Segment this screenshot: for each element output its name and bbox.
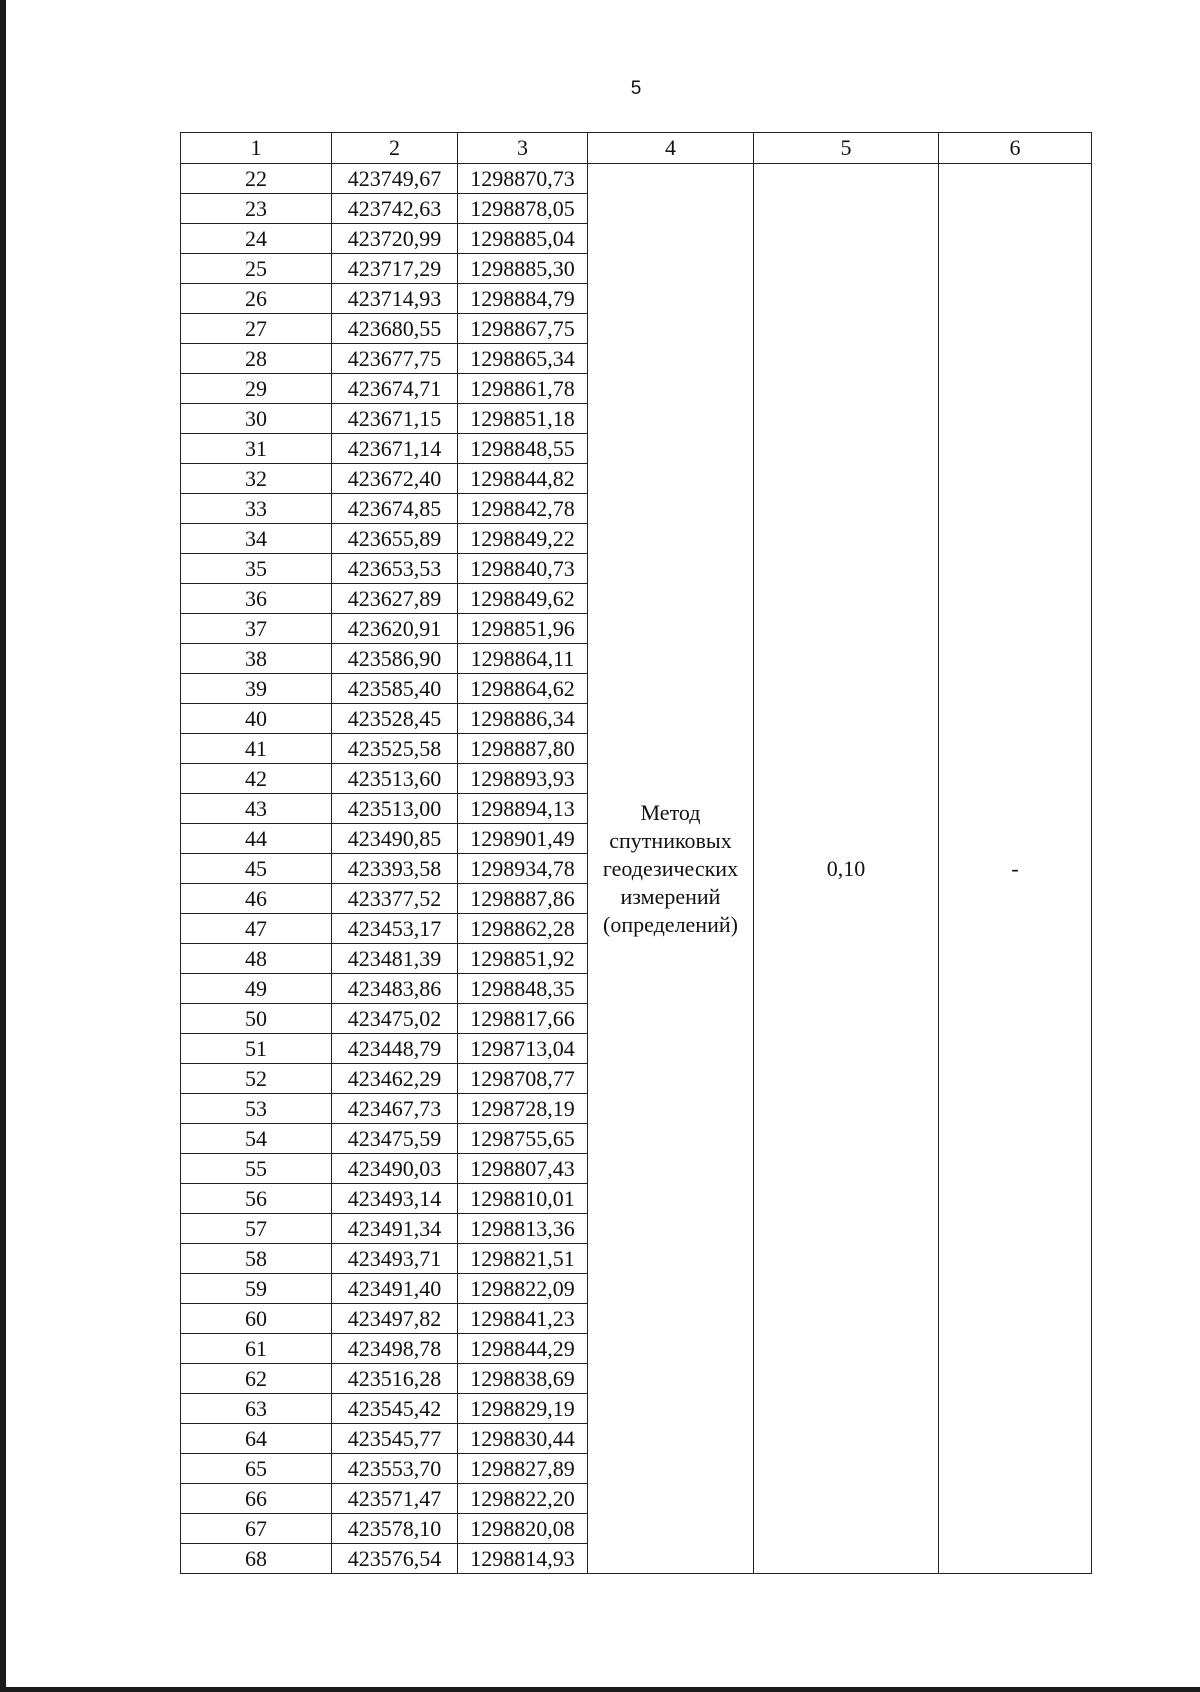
x-coordinate-cell: 423677,75 <box>332 344 458 374</box>
point-number-cell: 66 <box>181 1484 332 1514</box>
y-coordinate-cell: 1298822,09 <box>458 1274 588 1304</box>
x-coordinate-cell: 423493,71 <box>332 1244 458 1274</box>
x-coordinate-cell: 423749,67 <box>332 164 458 194</box>
point-number-cell: 54 <box>181 1124 332 1154</box>
table-header-row <box>181 133 1092 164</box>
point-number-cell: 64 <box>181 1424 332 1454</box>
point-number-cell: 41 <box>181 734 332 764</box>
point-number-cell: 56 <box>181 1184 332 1214</box>
point-number-cell: 65 <box>181 1454 332 1484</box>
y-coordinate-cell: 1298851,96 <box>458 614 588 644</box>
x-coordinate-cell: 423586,90 <box>332 644 458 674</box>
scan-bottom-edge <box>0 1687 1200 1692</box>
x-coordinate-cell: 423576,54 <box>332 1544 458 1574</box>
y-coordinate-cell: 1298830,44 <box>458 1424 588 1454</box>
point-number-cell: 25 <box>181 254 332 284</box>
point-number-cell: 37 <box>181 614 332 644</box>
x-coordinate-cell: 423513,00 <box>332 794 458 824</box>
x-coordinate-cell: 423475,02 <box>332 1004 458 1034</box>
point-number-cell: 61 <box>181 1334 332 1364</box>
y-coordinate-cell: 1298813,36 <box>458 1214 588 1244</box>
coordinates-table <box>180 132 1092 1574</box>
point-number-cell: 32 <box>181 464 332 494</box>
y-coordinate-cell: 1298817,66 <box>458 1004 588 1034</box>
y-coordinate-cell: 1298838,69 <box>458 1364 588 1394</box>
y-coordinate-cell: 1298887,86 <box>458 884 588 914</box>
y-coordinate-cell: 1298827,89 <box>458 1454 588 1484</box>
y-coordinate-cell: 1298822,20 <box>458 1484 588 1514</box>
x-coordinate-cell: 423671,14 <box>332 434 458 464</box>
y-coordinate-cell: 1298865,34 <box>458 344 588 374</box>
y-coordinate-cell: 1298885,04 <box>458 224 588 254</box>
y-coordinate-cell: 1298851,92 <box>458 944 588 974</box>
point-number-cell: 39 <box>181 674 332 704</box>
method-text-line: (определений) <box>603 911 738 937</box>
point-number-cell: 51 <box>181 1034 332 1064</box>
x-coordinate-cell: 423490,85 <box>332 824 458 854</box>
y-coordinate-cell: 1298878,05 <box>458 194 588 224</box>
y-coordinate-cell: 1298864,11 <box>458 644 588 674</box>
x-coordinate-cell: 423467,73 <box>332 1094 458 1124</box>
y-coordinate-cell: 1298849,62 <box>458 584 588 614</box>
point-number-cell: 34 <box>181 524 332 554</box>
x-coordinate-cell: 423720,99 <box>332 224 458 254</box>
point-number-cell: 26 <box>181 284 332 314</box>
point-number-cell: 48 <box>181 944 332 974</box>
header-cell-col-2: 2 <box>332 133 458 164</box>
point-number-cell: 46 <box>181 884 332 914</box>
x-coordinate-cell: 423742,63 <box>332 194 458 224</box>
x-coordinate-cell: 423680,55 <box>332 314 458 344</box>
x-coordinate-cell: 423655,89 <box>332 524 458 554</box>
y-coordinate-cell: 1298755,65 <box>458 1124 588 1154</box>
x-coordinate-cell: 423585,40 <box>332 674 458 704</box>
y-coordinate-cell: 1298864,62 <box>458 674 588 704</box>
x-coordinate-cell: 423475,59 <box>332 1124 458 1154</box>
point-number-cell: 27 <box>181 314 332 344</box>
y-coordinate-cell: 1298887,80 <box>458 734 588 764</box>
y-coordinate-cell: 1298849,22 <box>458 524 588 554</box>
y-coordinate-cell: 1298814,93 <box>458 1544 588 1574</box>
y-coordinate-cell: 1298862,28 <box>458 914 588 944</box>
scan-left-edge <box>0 0 6 1692</box>
y-coordinate-cell: 1298934,78 <box>458 854 588 884</box>
y-coordinate-cell: 1298807,43 <box>458 1154 588 1184</box>
method-text-line: измерений <box>620 883 721 909</box>
method-text-line: спутниковых <box>609 827 732 853</box>
y-coordinate-cell: 1298728,19 <box>458 1094 588 1124</box>
point-number-cell: 49 <box>181 974 332 1004</box>
x-coordinate-cell: 423578,10 <box>332 1514 458 1544</box>
x-coordinate-cell: 423525,58 <box>332 734 458 764</box>
point-number-cell: 68 <box>181 1544 332 1574</box>
x-coordinate-cell: 423490,03 <box>332 1154 458 1184</box>
point-number-cell: 22 <box>181 164 332 194</box>
x-coordinate-cell: 423491,34 <box>332 1214 458 1244</box>
y-coordinate-cell: 1298820,08 <box>458 1514 588 1544</box>
x-coordinate-cell: 423393,58 <box>332 854 458 884</box>
point-number-cell: 59 <box>181 1274 332 1304</box>
y-coordinate-cell: 1298848,55 <box>458 434 588 464</box>
point-number-cell: 60 <box>181 1304 332 1334</box>
x-coordinate-cell: 423462,29 <box>332 1064 458 1094</box>
x-coordinate-cell: 423481,39 <box>332 944 458 974</box>
x-coordinate-cell: 423671,15 <box>332 404 458 434</box>
x-coordinate-cell: 423620,91 <box>332 614 458 644</box>
point-number-cell: 55 <box>181 1154 332 1184</box>
x-coordinate-cell: 423672,40 <box>332 464 458 494</box>
x-coordinate-cell: 423627,89 <box>332 584 458 614</box>
header-cell-col-3: 3 <box>458 133 588 164</box>
header-cell-col-6: 6 <box>939 133 1092 164</box>
y-coordinate-cell: 1298885,30 <box>458 254 588 284</box>
x-coordinate-cell: 423448,79 <box>332 1034 458 1064</box>
x-coordinate-cell: 423545,77 <box>332 1424 458 1454</box>
y-coordinate-cell: 1298713,04 <box>458 1034 588 1064</box>
y-coordinate-cell: 1298844,29 <box>458 1334 588 1364</box>
point-number-cell: 52 <box>181 1064 332 1094</box>
y-coordinate-cell: 1298841,23 <box>458 1304 588 1334</box>
header-cell-col-5: 5 <box>754 133 939 164</box>
point-number-cell: 45 <box>181 854 332 884</box>
x-coordinate-cell: 423483,86 <box>332 974 458 1004</box>
point-number-cell: 28 <box>181 344 332 374</box>
y-coordinate-cell: 1298870,73 <box>458 164 588 194</box>
coordinates-table-body <box>181 133 1092 1574</box>
y-coordinate-cell: 1298894,13 <box>458 794 588 824</box>
point-number-cell: 58 <box>181 1244 332 1274</box>
header-cell-col-1: 1 <box>181 133 332 164</box>
y-coordinate-cell: 1298810,01 <box>458 1184 588 1214</box>
point-number-cell: 43 <box>181 794 332 824</box>
y-coordinate-cell: 1298829,19 <box>458 1394 588 1424</box>
table-row <box>181 164 1092 194</box>
x-coordinate-cell: 423674,71 <box>332 374 458 404</box>
y-coordinate-cell: 1298884,79 <box>458 284 588 314</box>
x-coordinate-cell: 423653,53 <box>332 554 458 584</box>
note-cell: - <box>939 164 1092 1574</box>
point-number-cell: 62 <box>181 1364 332 1394</box>
method-text-line: геодезических <box>602 855 739 881</box>
point-number-cell: 23 <box>181 194 332 224</box>
point-number-cell: 30 <box>181 404 332 434</box>
y-coordinate-cell: 1298848,35 <box>458 974 588 1004</box>
point-number-cell: 53 <box>181 1094 332 1124</box>
x-coordinate-cell: 423377,52 <box>332 884 458 914</box>
page-number: 5 <box>630 78 642 99</box>
method-text-line: Метод <box>640 799 701 825</box>
point-number-cell: 47 <box>181 914 332 944</box>
y-coordinate-cell: 1298886,34 <box>458 704 588 734</box>
x-coordinate-cell: 423513,60 <box>332 764 458 794</box>
point-number-cell: 42 <box>181 764 332 794</box>
x-coordinate-cell: 423497,82 <box>332 1304 458 1334</box>
y-coordinate-cell: 1298851,18 <box>458 404 588 434</box>
x-coordinate-cell: 423717,29 <box>332 254 458 284</box>
x-coordinate-cell: 423545,42 <box>332 1394 458 1424</box>
x-coordinate-cell: 423571,47 <box>332 1484 458 1514</box>
point-number-cell: 50 <box>181 1004 332 1034</box>
point-number-cell: 35 <box>181 554 332 584</box>
x-coordinate-cell: 423453,17 <box>332 914 458 944</box>
x-coordinate-cell: 423528,45 <box>332 704 458 734</box>
x-coordinate-cell: 423553,70 <box>332 1454 458 1484</box>
method-cell <box>588 164 754 1574</box>
point-number-cell: 31 <box>181 434 332 464</box>
header-cell-col-4: 4 <box>588 133 754 164</box>
point-number-cell: 24 <box>181 224 332 254</box>
point-number-cell: 67 <box>181 1514 332 1544</box>
y-coordinate-cell: 1298821,51 <box>458 1244 588 1274</box>
point-number-cell: 36 <box>181 584 332 614</box>
x-coordinate-cell: 423493,14 <box>332 1184 458 1214</box>
x-coordinate-cell: 423714,93 <box>332 284 458 314</box>
point-number-cell: 63 <box>181 1394 332 1424</box>
y-coordinate-cell: 1298861,78 <box>458 374 588 404</box>
x-coordinate-cell: 423498,78 <box>332 1334 458 1364</box>
x-coordinate-cell: 423516,28 <box>332 1364 458 1394</box>
y-coordinate-cell: 1298842,78 <box>458 494 588 524</box>
y-coordinate-cell: 1298893,93 <box>458 764 588 794</box>
point-number-cell: 29 <box>181 374 332 404</box>
y-coordinate-cell: 1298708,77 <box>458 1064 588 1094</box>
point-number-cell: 33 <box>181 494 332 524</box>
point-number-cell: 57 <box>181 1214 332 1244</box>
y-coordinate-cell: 1298901,49 <box>458 824 588 854</box>
x-coordinate-cell: 423674,85 <box>332 494 458 524</box>
point-number-cell: 38 <box>181 644 332 674</box>
point-number-cell: 44 <box>181 824 332 854</box>
y-coordinate-cell: 1298844,82 <box>458 464 588 494</box>
x-coordinate-cell: 423491,40 <box>332 1274 458 1304</box>
y-coordinate-cell: 1298840,73 <box>458 554 588 584</box>
y-coordinate-cell: 1298867,75 <box>458 314 588 344</box>
precision-cell: 0,10 <box>754 164 939 1574</box>
point-number-cell: 40 <box>181 704 332 734</box>
